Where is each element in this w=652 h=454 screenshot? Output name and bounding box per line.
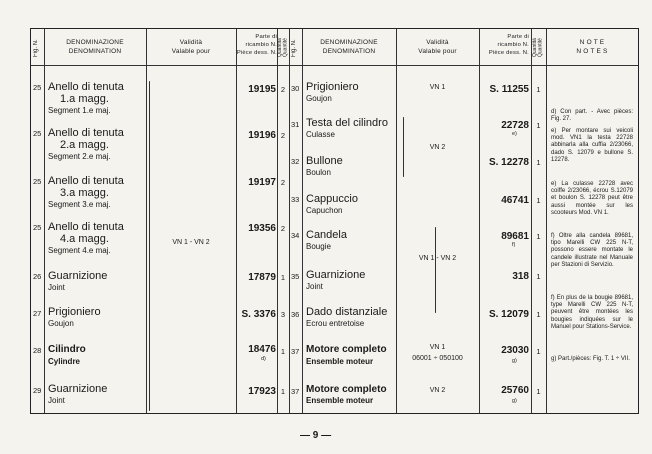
quantity-header-right: Quantità Quantité	[532, 38, 544, 58]
validity-brace-right-1	[403, 117, 404, 177]
parts-table: Fig. N. DENOMINAZIONE DENOMINATION Validità Valable pour Parte di ricambio N. Pièce dess. N. Quantità Quantité Fig. N. DENOMINAZIONE DENOMINATION Validità Valable pour Parte di ricambio N. Pièce dess. N. Quantità Quantité N O T E N O T E S 25 Anello di tenuta 1.a magg. Segment 1.e maj. 19195 2 25 Anello di tenuta 2.a magg. Segment 2.e maj. 19196 2 25 Anello di tenuta 3.a magg. Segment 3.e maj. 19197 2 25 Anello di tenuta 4.a magg. Segment 4.e maj. 19356 2 26 Guarnizione Joint 17879 1 27 Prigioniero Goujon S. 3376 3 28 Cilindro Cylindre 18476 d) 1 29 Guarnizione Joint 17923 1 VN 1 - VN 2 30 Prigioniero Goujon VN 1 S. 11255 1 31 Testa del cilindro Culasse VN 2 22728 e) 1 32 Bullone Boulon S. 12278 1 33 Cappuccio Capuchon 46741 1 34 Candela Bougie 89681 f) 1 35 Guarnizione Joint VN 1 - VN 2 318 1 36 Dado distanziale Ecrou entretoise S. 12079 1 37 Motore completo Ensemble moteur VN 1 06001 ÷ 050100 23030 g) 1 37 Motore completo Ensemble moteur VN 2 25760 g) 1 d) Con part. - Avec pièces: Fig. 27. e) Per montare sui veicoli mod. VN1 la testa 22728 abbinarla alla cuffia 2/23066, dado S. 12079 e bullone S. 12278. e) La culasse 22728 avec coiffe 2/23066, écrou S.12079 et boulon S. 12278 peut être aussi montée sur les scooteurs Mod. VN 1. f) Oltre alla candela 89681, tipo Marelli CW 225 N-T, possono essere montate le candele illustrate nel Manuale per Stazioni di Servizio. f) En plus de la bougie 89681, type Marelli CW 225 N-T, peuvent être montées les bougies indiquées sur le Manuel pour Stations-Service. g) Part./pièces: Fig. T. 1 ÷ VII.	[30, 28, 639, 414]
note-d: d) Con part. - Avec pièces: Fig. 27.	[551, 109, 633, 123]
denomination-header: DENOMINAZIONE DENOMINATION	[66, 39, 124, 55]
part-number-header-right: Parte di ricambio N. Pièce dess. N.	[488, 34, 529, 56]
note-f-it: f) Oltre alla candela 89681, tipo Marelli CW 225 N-T, possono essere montate le candele illustrate nel Manuale per Stazioni di Servizio.	[551, 233, 633, 268]
note-g: g) Part./pièces: Fig. T. 1 ÷ VII.	[551, 356, 630, 362]
note-e-fr: e) La culasse 22728 avec coiffe 2/23066, écrou S.12079 et boulon S. 12278 peut être aussi montée sur les scooteurs Mod. VN 1.	[551, 181, 633, 216]
fig-header: Fig. N.	[33, 39, 39, 57]
quantity-header: Quantità Quantité	[277, 38, 289, 58]
validity-brace-right-2	[435, 227, 436, 313]
note-e-it: e) Per montare sui veicoli mod. VN1 la testa 22728 abbinarla alla cuffia 2/23066, dado S. 12079 e bullone S. 12278.	[551, 128, 633, 163]
validity-brace	[149, 81, 150, 411]
validity-header-right: Validità Valable pour	[418, 39, 457, 55]
denomination-header-right: DENOMINAZIONE DENOMINATION	[320, 39, 378, 55]
left-validity-label: VN 1 - VN 2	[172, 239, 210, 246]
notes-header: N O T E N O T E S	[576, 39, 608, 55]
fig-header-right: Fig. N.	[291, 39, 297, 57]
note-f-fr: f) En plus de la bougie 89681, type Marelli CW 225 N-T, peuvent être montées les bougies indiquées sur le Manuel pour Stations-Service.	[551, 295, 633, 330]
page-number: — 9 —	[300, 430, 332, 441]
validity-header: Validità Valable pour	[171, 39, 211, 55]
part-number-header: Parte di ricambio N. Pièce dess. N.	[236, 34, 277, 56]
